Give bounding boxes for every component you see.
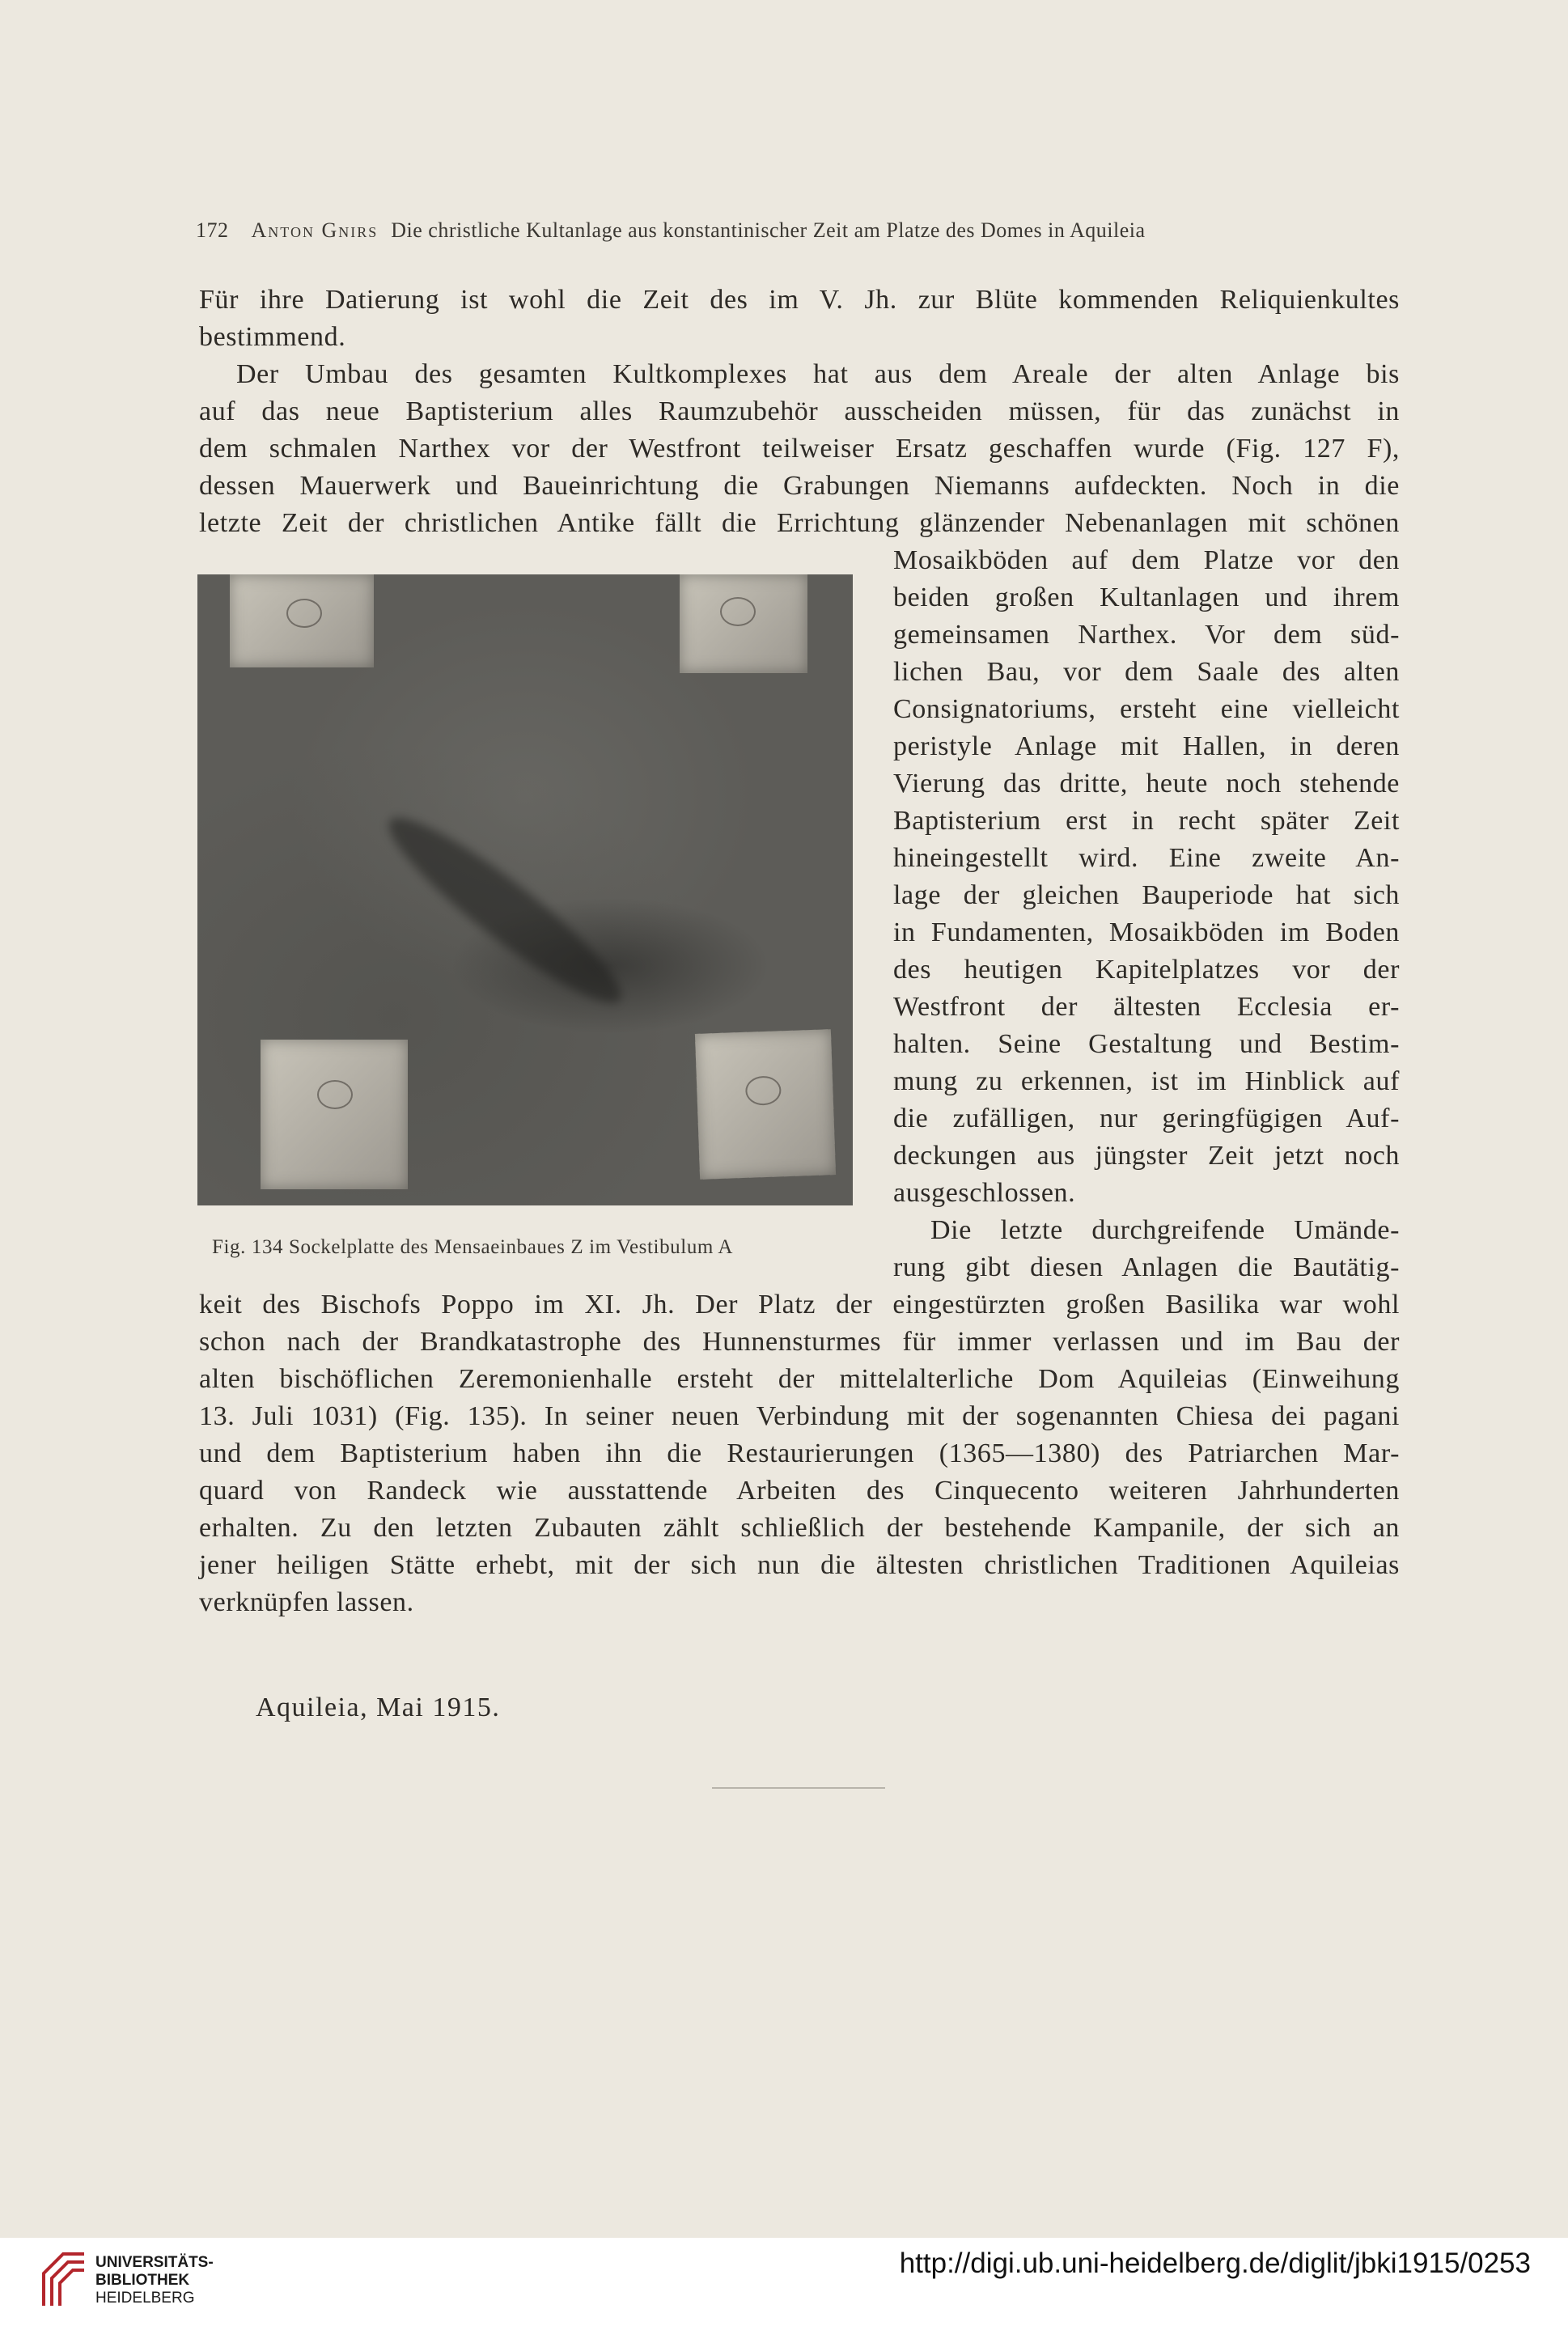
permalink-url[interactable]: http://digi.ub.uni-heidelberg.de/diglit/jbki1915/0253 (899, 2247, 1531, 2279)
text-line: die zufälligen, nur geringfügigen Auf- (893, 1104, 1400, 1133)
text-line: ausgeschlossen. (893, 1178, 1076, 1208)
text-line: bestimmend. (199, 322, 346, 352)
text-line: Der Umbau des gesamten Kultkomplexes hat aus dem Areale der alten Anlage bis (236, 359, 1400, 389)
text-line: peristyle Anlage mit Hallen, in deren (893, 731, 1400, 761)
text-line: und dem Baptisterium haben ihn die Restaurierungen (1365—1380) des Patriarchen Mar- (199, 1438, 1400, 1468)
text-line: halten. Seine Gestaltung und Bestim- (893, 1029, 1400, 1059)
text-line: jener heiligen Stätte erhebt, mit der sich nun die ältesten christlichen Traditionen Aquileias (199, 1550, 1400, 1580)
library-logo-icon (39, 2249, 87, 2307)
text-line: gemeinsamen Narthex. Vor dem süd- (893, 620, 1400, 650)
text-line: Baptisterium erst in recht später Zeit (893, 806, 1400, 836)
text-line: letzte Zeit der christlichen Antike fällt die Errichtung glänzender Nebenanlagen mit schönen (199, 508, 1400, 538)
text-line: Westfront der ältesten Ecclesia er- (893, 992, 1400, 1022)
text-line: Mosaikböden auf dem Platze vor den (893, 545, 1400, 575)
header-title: Die christliche Kultanlage aus konstantinischer Zeit am Platze des Domes in Aquileia (391, 218, 1146, 242)
stone-block (680, 574, 807, 673)
text-line: auf das neue Baptisterium alles Raumzubehör ausscheiden müssen, für das zunächst in (199, 396, 1400, 426)
text-line: Consignatoriums, ersteht eine vielleicht (893, 694, 1400, 724)
stone-block (230, 574, 374, 667)
text-line: mung zu erkennen, ist im Hinblick auf (893, 1066, 1400, 1096)
text-line: erhalten. Zu den letzten Zubauten zählt schließlich der bestehende Kampanile, der sich an (199, 1513, 1400, 1543)
text-line: lichen Bau, vor dem Saale des alten (893, 657, 1400, 687)
text-line: hineingestellt wird. Eine zweite An- (893, 843, 1400, 873)
place-date-signature: Aquileia, Mai 1915. (256, 1692, 501, 1722)
text-line: rung gibt diesen Anlagen die Bautätig- (893, 1252, 1400, 1282)
text-line: des heutigen Kapitelplatzes vor der (893, 955, 1400, 985)
text-line: deckungen aus jüngster Zeit jetzt noch (893, 1141, 1400, 1171)
text-line: schon nach der Brandkatastrophe des Hunnensturmes für immer verlassen und im Bau der (199, 1327, 1400, 1357)
page-number: 172 (196, 218, 229, 242)
text-line: 13. Juli 1031) (Fig. 135). In seiner neuen Verbindung mit der sogenannten Chiesa dei pagani (199, 1401, 1400, 1431)
header-author: Anton Gnirs (251, 218, 379, 242)
text-line: alten bischöflichen Zeremonienhalle ersteht der mittelalterliche Dom Aquileias (Einweihung (199, 1364, 1400, 1394)
running-header (196, 218, 1393, 251)
text-line: verknüpfen lassen. (199, 1587, 414, 1617)
text-line: dessen Mauerwerk und Baueinrichtung die Grabungen Niemanns aufdeckten. Noch in die (199, 471, 1400, 501)
text-line: in Fundamenten, Mosaikböden im Boden (893, 917, 1400, 947)
end-rule-divider (712, 1787, 885, 1789)
text-line: keit des Bischofs Poppo im XI. Jh. Der Platz der eingestürzten großen Basilika war wohl (199, 1290, 1400, 1320)
stone-block (695, 1029, 836, 1180)
figure-caption: Fig. 134 Sockelplatte des Mensaeinbaues Z im Vestibulum A (212, 1236, 734, 1258)
text-line: lage der gleichen Bauperiode hat sich (893, 880, 1400, 910)
library-name: UNIVERSITÄTS- BIBLIOTHEK HEIDELBERG (95, 2254, 214, 2307)
text-line: quard von Randeck wie ausstattende Arbeiten des Cinquecento weiteren Jahrhunderten (199, 1476, 1400, 1506)
text-line: Für ihre Datierung ist wohl die Zeit des im V. Jh. zur Blüte kommenden Reliquienkultes (199, 285, 1400, 315)
stone-block (261, 1040, 408, 1189)
text-line: Vierung das dritte, heute noch stehende (893, 769, 1400, 799)
text-line: beiden großen Kultanlagen und ihrem (893, 583, 1400, 612)
figure-photo-socket-plate (197, 574, 853, 1205)
text-line: Die letzte durchgreifende Umände- (930, 1215, 1400, 1245)
text-line: dem schmalen Narthex vor der Westfront teilweiser Ersatz geschaffen wurde (Fig. 127 F), (199, 434, 1400, 464)
digitization-footer (0, 2238, 1568, 2347)
